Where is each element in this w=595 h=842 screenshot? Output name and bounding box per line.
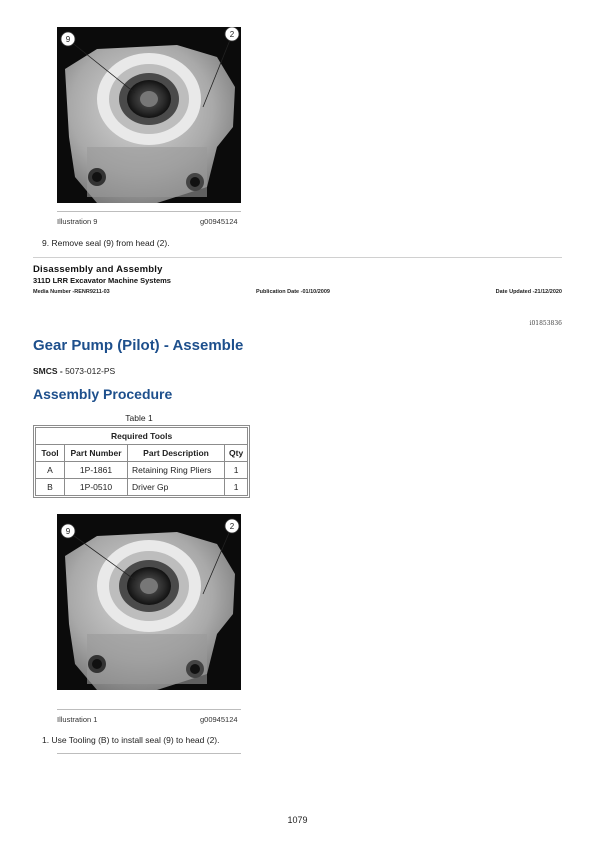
- table-heading: Required Tools: [36, 428, 248, 445]
- figure-top-caption-left: Illustration 9: [57, 217, 98, 226]
- figure-bottom-photo: [57, 514, 241, 690]
- table-heading-row: [36, 428, 248, 445]
- pump-head-image: [57, 514, 241, 690]
- smcs-code: 5073-012-PS: [65, 366, 116, 376]
- callout-9: 9: [65, 35, 71, 44]
- figure-bottom-caption-rule: [57, 709, 241, 710]
- procedure-title: Assembly Procedure: [33, 386, 173, 402]
- figure-bottom-caption-right: g00945124: [200, 715, 238, 724]
- header-media-number: Media Number -RENR9211-03: [33, 289, 110, 295]
- cell-qty: 1: [225, 462, 248, 479]
- col-header-part-number: Part Number: [65, 445, 128, 462]
- page-number: 1079: [287, 815, 308, 825]
- table-caption: Table 1: [125, 413, 153, 423]
- header-title: Disassembly and Assembly: [33, 264, 163, 275]
- table-header-row: [36, 445, 248, 462]
- cell-part-number: 1P-1861: [65, 462, 128, 479]
- col-header-part-description: Part Description: [128, 445, 225, 462]
- pump-head-image: [57, 27, 241, 203]
- smcs-label: SMCS -: [33, 366, 63, 376]
- cell-part-description: Retaining Ring Pliers: [128, 462, 225, 479]
- document-id: i01853836: [529, 320, 562, 327]
- cell-part-description: Driver Gp: [128, 479, 225, 496]
- figure-top-photo: [57, 27, 241, 203]
- cell-qty: 1: [225, 479, 248, 496]
- cell-part-number: 1P-0510: [65, 479, 128, 496]
- figure-top-caption-right: g00945124: [200, 217, 238, 226]
- smcs-line: [33, 366, 115, 376]
- header-divider: [33, 257, 562, 258]
- step-1-text: 1. Use Tooling (B) to install seal (9) to head (2).: [42, 735, 220, 745]
- step-divider: [57, 753, 241, 754]
- tools-table-wrapper: [33, 425, 250, 498]
- callout-2: 2: [229, 30, 235, 39]
- cell-tool: B: [36, 479, 65, 496]
- figure-top-caption-rule: [57, 211, 241, 212]
- header-publication-date: Publication Date -01/10/2009: [256, 289, 330, 295]
- step-9-text: 9. Remove seal (9) from head (2).: [42, 238, 170, 248]
- col-header-qty: Qty: [225, 445, 248, 462]
- header-subtitle: 311D LRR Excavator Machine Systems: [33, 276, 171, 285]
- table-row: [36, 462, 248, 479]
- callout-2: 2: [229, 522, 235, 531]
- table-row: [36, 479, 248, 496]
- callout-9: 9: [65, 527, 71, 536]
- header-date-updated: Date Updated -21/12/2020: [495, 289, 562, 295]
- section-title: Gear Pump (Pilot) - Assemble: [33, 337, 244, 354]
- cell-tool: A: [36, 462, 65, 479]
- figure-bottom-caption-left: Illustration 1: [57, 715, 98, 724]
- col-header-tool: Tool: [36, 445, 65, 462]
- tools-table: [35, 427, 248, 496]
